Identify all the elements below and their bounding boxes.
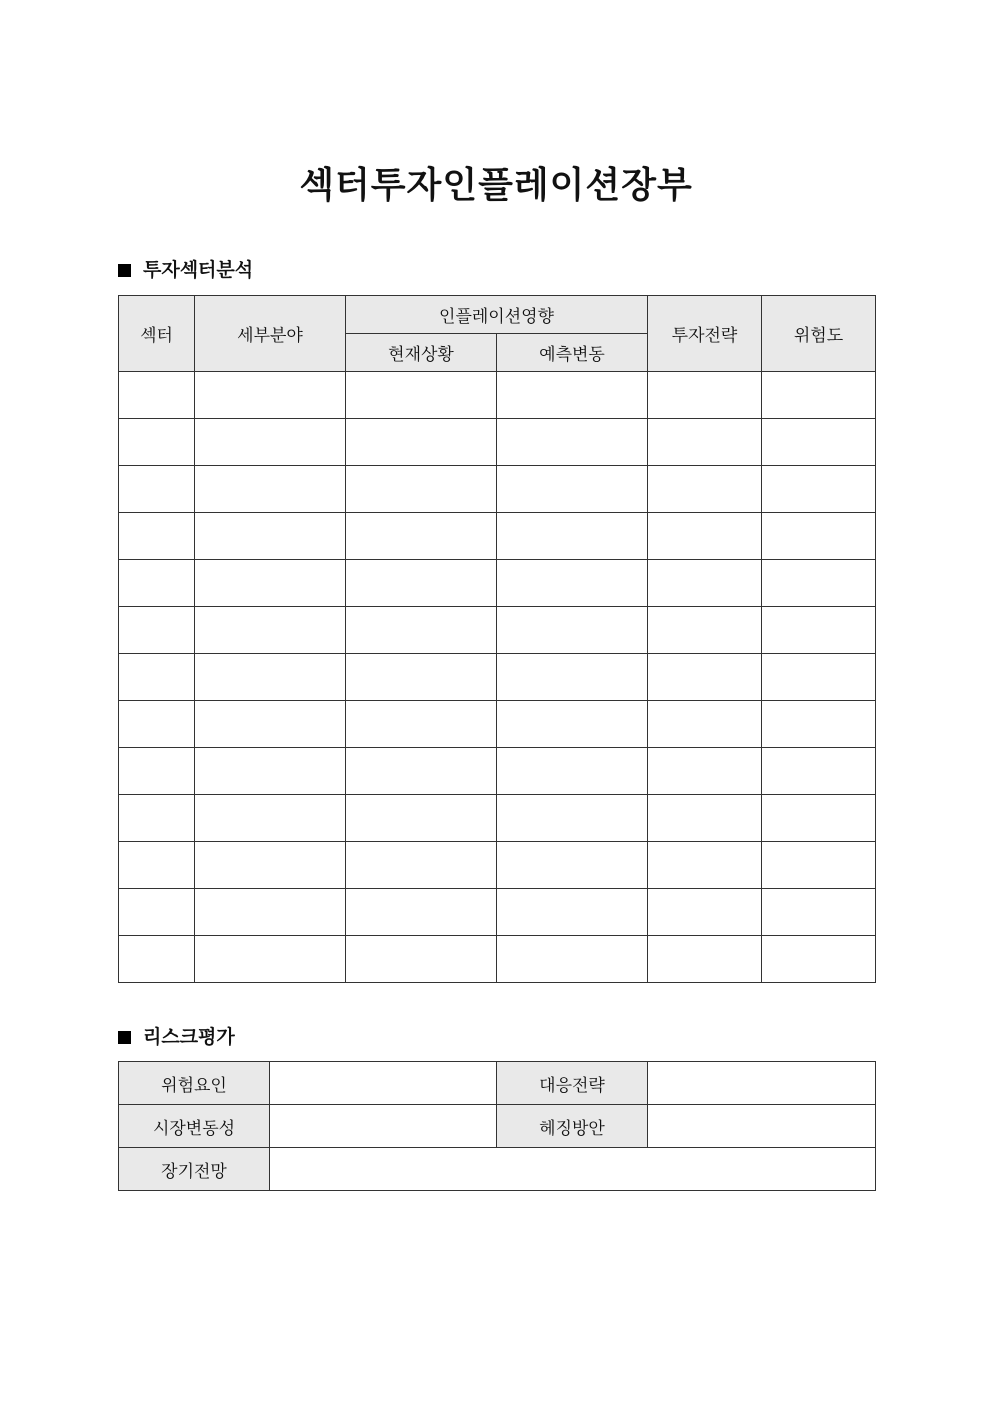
cell-detail[interactable]: [195, 889, 346, 936]
cell-strategy[interactable]: [648, 936, 762, 983]
cell-forecast[interactable]: [497, 654, 648, 701]
cell-sector[interactable]: [119, 607, 195, 654]
cell-detail[interactable]: [195, 466, 346, 513]
cell-strategy[interactable]: [648, 701, 762, 748]
input-hedging-plan[interactable]: [648, 1105, 876, 1148]
input-long-term-outlook[interactable]: [270, 1148, 876, 1191]
label-hedging-plan: 헤징방안: [497, 1105, 648, 1148]
header-inflation-impact: 인플레이션영향: [346, 296, 648, 334]
cell-strategy[interactable]: [648, 419, 762, 466]
sector-table-body: [119, 372, 876, 983]
section-heading-risk-assessment: [118, 1025, 235, 1049]
header-sector: 섹터: [119, 296, 195, 372]
cell-strategy[interactable]: [648, 842, 762, 889]
cell-sector[interactable]: [119, 842, 195, 889]
cell-risk[interactable]: [762, 466, 876, 513]
cell-forecast[interactable]: [497, 513, 648, 560]
table-row: [119, 513, 876, 560]
cell-forecast[interactable]: [497, 936, 648, 983]
label-response-strategy: 대응전략: [497, 1062, 648, 1105]
cell-risk[interactable]: [762, 842, 876, 889]
cell-risk[interactable]: [762, 748, 876, 795]
cell-detail[interactable]: [195, 654, 346, 701]
label-market-volatility: 시장변동성: [119, 1105, 270, 1148]
cell-forecast[interactable]: [497, 889, 648, 936]
table-row: [119, 936, 876, 983]
label-risk-factor: 위험요인: [119, 1062, 270, 1105]
cell-sector[interactable]: [119, 748, 195, 795]
cell-forecast[interactable]: [497, 748, 648, 795]
cell-current[interactable]: [346, 654, 497, 701]
header-detail: 세부분야: [195, 296, 346, 372]
cell-risk[interactable]: [762, 513, 876, 560]
cell-detail[interactable]: [195, 607, 346, 654]
table-row: [119, 466, 876, 513]
cell-strategy[interactable]: [648, 372, 762, 419]
cell-strategy[interactable]: [648, 607, 762, 654]
cell-forecast[interactable]: [497, 419, 648, 466]
input-response-strategy[interactable]: [648, 1062, 876, 1105]
cell-forecast[interactable]: [497, 842, 648, 889]
section-heading-sector-analysis: [118, 258, 253, 282]
cell-risk[interactable]: [762, 607, 876, 654]
document-title: 섹터투자인플레이션장부: [299, 165, 693, 206]
cell-detail[interactable]: [195, 372, 346, 419]
cell-detail[interactable]: [195, 513, 346, 560]
cell-strategy[interactable]: [648, 466, 762, 513]
cell-detail[interactable]: [195, 795, 346, 842]
cell-detail[interactable]: [195, 701, 346, 748]
cell-strategy[interactable]: [648, 654, 762, 701]
header-current-status: 현재상황: [346, 334, 497, 372]
cell-forecast[interactable]: [497, 560, 648, 607]
table-row: [119, 419, 876, 466]
cell-current[interactable]: [346, 842, 497, 889]
square-bullet-icon: [118, 264, 131, 277]
cell-detail[interactable]: [195, 936, 346, 983]
cell-strategy[interactable]: [648, 513, 762, 560]
cell-risk[interactable]: [762, 372, 876, 419]
cell-sector[interactable]: [119, 419, 195, 466]
cell-current[interactable]: [346, 701, 497, 748]
cell-strategy[interactable]: [648, 795, 762, 842]
table-row: [119, 654, 876, 701]
cell-sector[interactable]: [119, 654, 195, 701]
cell-sector[interactable]: [119, 513, 195, 560]
header-risk-level: 위험도: [762, 296, 876, 372]
square-bullet-icon: [118, 1031, 131, 1044]
cell-current[interactable]: [346, 889, 497, 936]
cell-detail[interactable]: [195, 842, 346, 889]
cell-current[interactable]: [346, 936, 497, 983]
cell-forecast[interactable]: [497, 607, 648, 654]
cell-risk[interactable]: [762, 936, 876, 983]
section-heading-text: 리스크평가: [143, 1026, 235, 1048]
cell-sector[interactable]: [119, 466, 195, 513]
cell-sector[interactable]: [119, 936, 195, 983]
cell-risk[interactable]: [762, 560, 876, 607]
cell-current[interactable]: [346, 372, 497, 419]
cell-forecast[interactable]: [497, 701, 648, 748]
cell-sector[interactable]: [119, 560, 195, 607]
cell-current[interactable]: [346, 419, 497, 466]
cell-strategy[interactable]: [648, 748, 762, 795]
cell-strategy[interactable]: [648, 889, 762, 936]
cell-risk[interactable]: [762, 654, 876, 701]
cell-risk[interactable]: [762, 795, 876, 842]
cell-current[interactable]: [346, 560, 497, 607]
cell-forecast[interactable]: [497, 795, 648, 842]
cell-current[interactable]: [346, 795, 497, 842]
table-row: [119, 701, 876, 748]
header-strategy: 투자전략: [648, 296, 762, 372]
risk-assessment-table: [118, 1061, 876, 1191]
cell-detail[interactable]: [195, 748, 346, 795]
cell-sector[interactable]: [119, 701, 195, 748]
table-row: [119, 795, 876, 842]
cell-risk[interactable]: [762, 419, 876, 466]
table-row: [119, 748, 876, 795]
input-risk-factor[interactable]: [270, 1062, 497, 1105]
table-row: [119, 842, 876, 889]
section-heading-text: 투자섹터분석: [143, 259, 254, 281]
table-row: [119, 372, 876, 419]
table-row: [119, 889, 876, 936]
table-row: [119, 560, 876, 607]
cell-forecast[interactable]: [497, 372, 648, 419]
cell-current[interactable]: [346, 513, 497, 560]
cell-current[interactable]: [346, 748, 497, 795]
cell-sector[interactable]: [119, 372, 195, 419]
cell-forecast[interactable]: [497, 466, 648, 513]
input-market-volatility[interactable]: [270, 1105, 497, 1148]
cell-detail[interactable]: [195, 419, 346, 466]
cell-strategy[interactable]: [648, 560, 762, 607]
cell-detail[interactable]: [195, 560, 346, 607]
cell-sector[interactable]: [119, 795, 195, 842]
header-forecast-change: 예측변동: [497, 334, 648, 372]
cell-current[interactable]: [346, 466, 497, 513]
cell-sector[interactable]: [119, 889, 195, 936]
cell-current[interactable]: [346, 607, 497, 654]
sector-analysis-table: [118, 295, 876, 983]
cell-risk[interactable]: [762, 889, 876, 936]
label-long-term-outlook: 장기전망: [119, 1148, 270, 1191]
table-row: [119, 607, 876, 654]
cell-risk[interactable]: [762, 701, 876, 748]
